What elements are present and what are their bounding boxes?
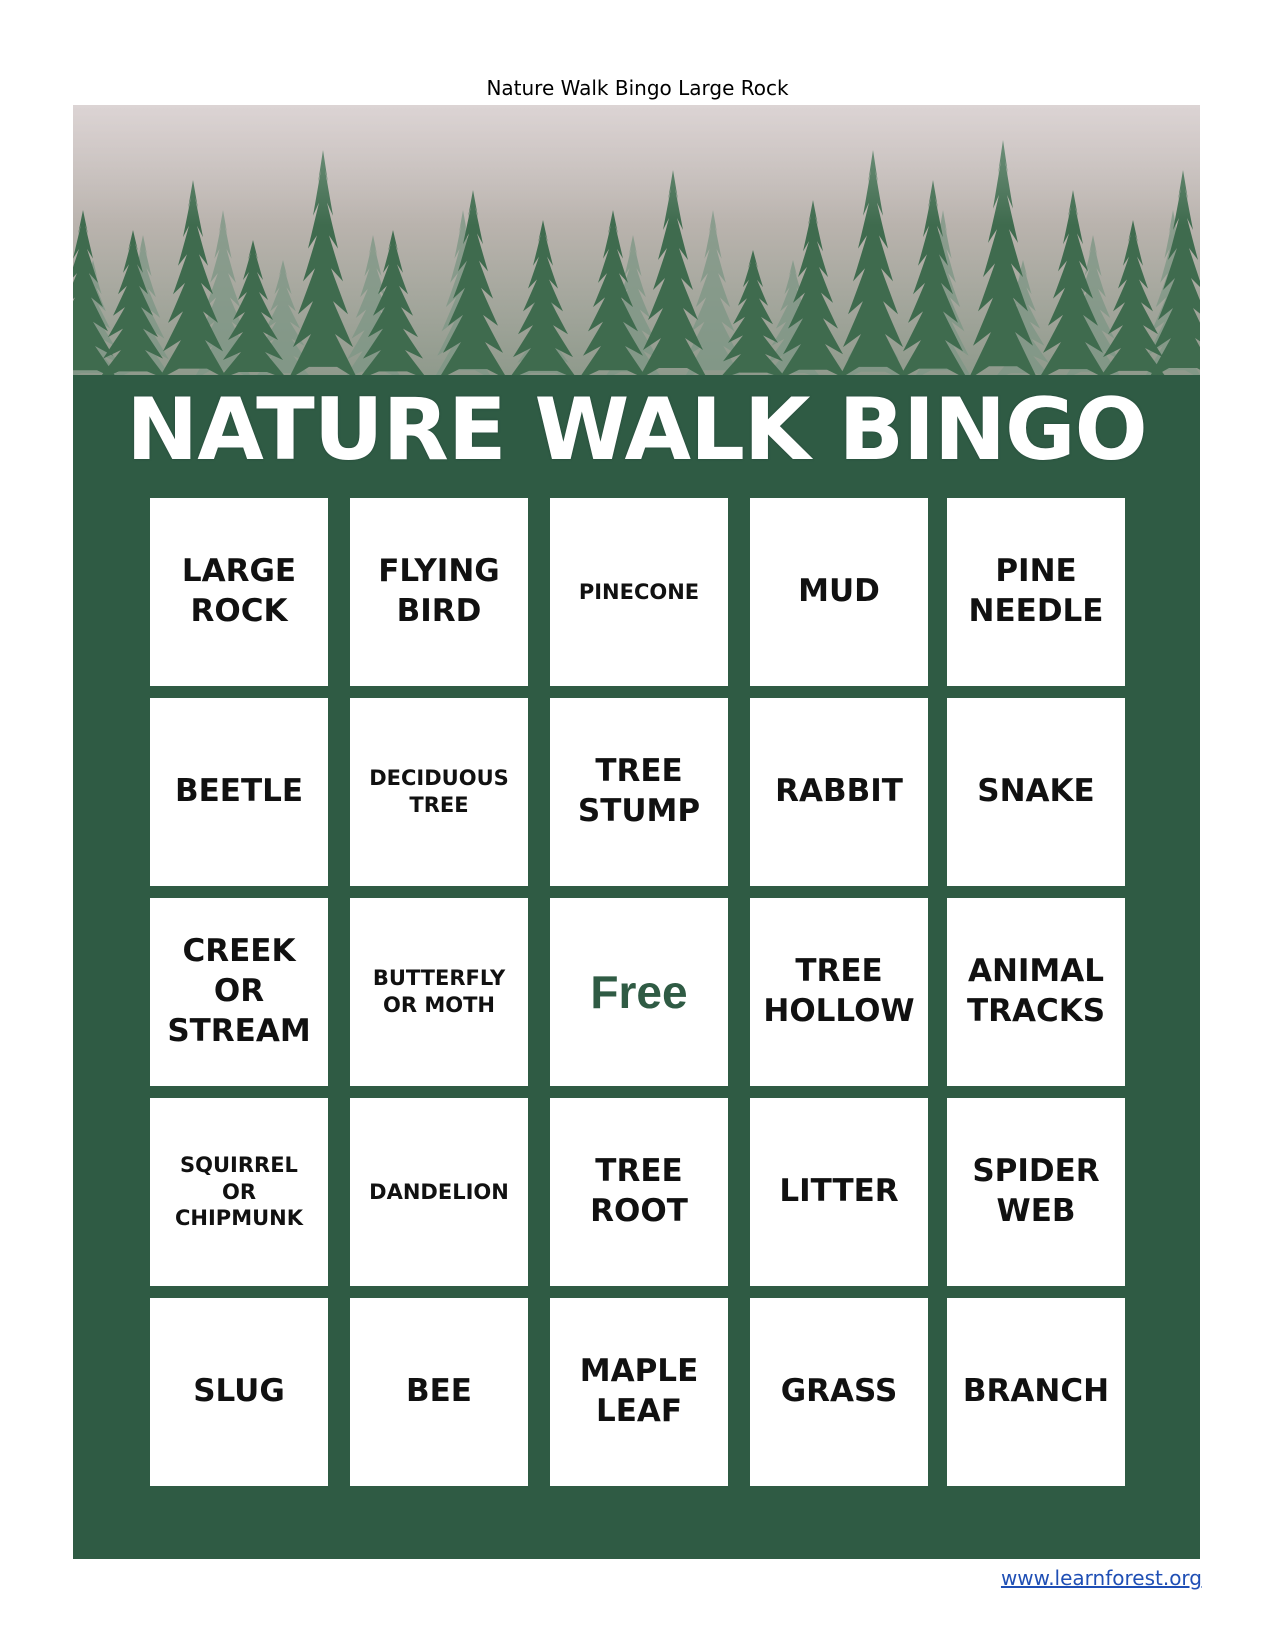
bingo-cell-label: DECIDUOUS TREE — [369, 766, 509, 817]
bingo-cell-label: SLUG — [193, 1373, 285, 1410]
bingo-cell-label: SNAKE — [977, 773, 1095, 810]
bingo-cell-label: PINE NEEDLE — [968, 553, 1104, 629]
free-space-cell[interactable] — [550, 898, 728, 1086]
bingo-cell[interactable] — [350, 1298, 528, 1486]
bingo-cell[interactable] — [150, 1298, 328, 1486]
bingo-cell[interactable] — [350, 698, 528, 886]
card-title: NATURE WALK BINGO — [126, 380, 1147, 480]
bingo-cell[interactable] — [750, 498, 928, 686]
footer-website-link[interactable]: www.learnforest.org — [1000, 1566, 1202, 1590]
bingo-cell[interactable] — [947, 698, 1125, 886]
bingo-cell[interactable] — [150, 1098, 328, 1286]
bingo-cell[interactable] — [947, 898, 1125, 1086]
bingo-cell-label: BRANCH — [962, 1373, 1110, 1410]
bingo-cell[interactable] — [947, 1098, 1125, 1286]
bingo-cell[interactable] — [150, 698, 328, 886]
bingo-cell[interactable] — [750, 698, 928, 886]
bingo-cell-label: DANDELION — [369, 1179, 509, 1204]
bingo-cell-label: SPIDER WEB — [972, 1153, 1100, 1229]
bingo-grid — [150, 498, 1122, 1498]
bingo-cell[interactable] — [150, 898, 328, 1086]
bingo-cell[interactable] — [550, 698, 728, 886]
bingo-cell[interactable] — [550, 498, 728, 686]
bingo-cell[interactable] — [750, 1098, 928, 1286]
bingo-cell-label: GRASS — [780, 1373, 898, 1410]
bingo-cell-label: BUTTERFLY OR MOTH — [372, 966, 506, 1017]
bingo-card — [73, 105, 1200, 1559]
bingo-cell-label: RABBIT — [775, 773, 903, 810]
bingo-cell-label: MAPLE LEAF — [579, 1353, 699, 1429]
bingo-cell-label: BEETLE — [174, 773, 304, 810]
bingo-cell[interactable] — [750, 1298, 928, 1486]
bingo-cell-label: BEE — [406, 1373, 472, 1410]
bingo-cell[interactable] — [947, 1298, 1125, 1486]
bingo-cell[interactable] — [550, 1098, 728, 1286]
bingo-cell-label: PINECONE — [578, 579, 700, 604]
bingo-cell-label: TREE ROOT — [590, 1153, 688, 1229]
bingo-cell[interactable] — [947, 498, 1125, 686]
bingo-cell[interactable] — [350, 498, 528, 686]
bingo-cell[interactable] — [350, 1098, 528, 1286]
bingo-cell-label: LARGE ROCK — [181, 553, 297, 629]
bingo-cell[interactable] — [350, 898, 528, 1086]
bingo-cell-label: LITTER — [779, 1173, 899, 1210]
bingo-cell-label: MUD — [798, 573, 880, 610]
bingo-cell-label: ANIMAL TRACKS — [966, 953, 1106, 1029]
forest-treeline-image — [73, 105, 1200, 375]
page-header-title: Nature Walk Bingo Large Rock — [486, 76, 789, 100]
bingo-cell[interactable] — [550, 1298, 728, 1486]
bingo-cell-label: CREEK OR STREAM — [167, 933, 311, 1049]
bingo-cell[interactable] — [750, 898, 928, 1086]
bingo-cell[interactable] — [150, 498, 328, 686]
bingo-cell-label: TREE HOLLOW — [763, 953, 915, 1029]
bingo-cell-label: Free — [590, 965, 688, 1018]
bingo-cell-label: SQUIRREL OR CHIPMUNK — [175, 1152, 303, 1231]
bingo-cell-label: TREE STUMP — [577, 753, 701, 829]
bingo-cell-label: FLYING BIRD — [378, 553, 500, 629]
